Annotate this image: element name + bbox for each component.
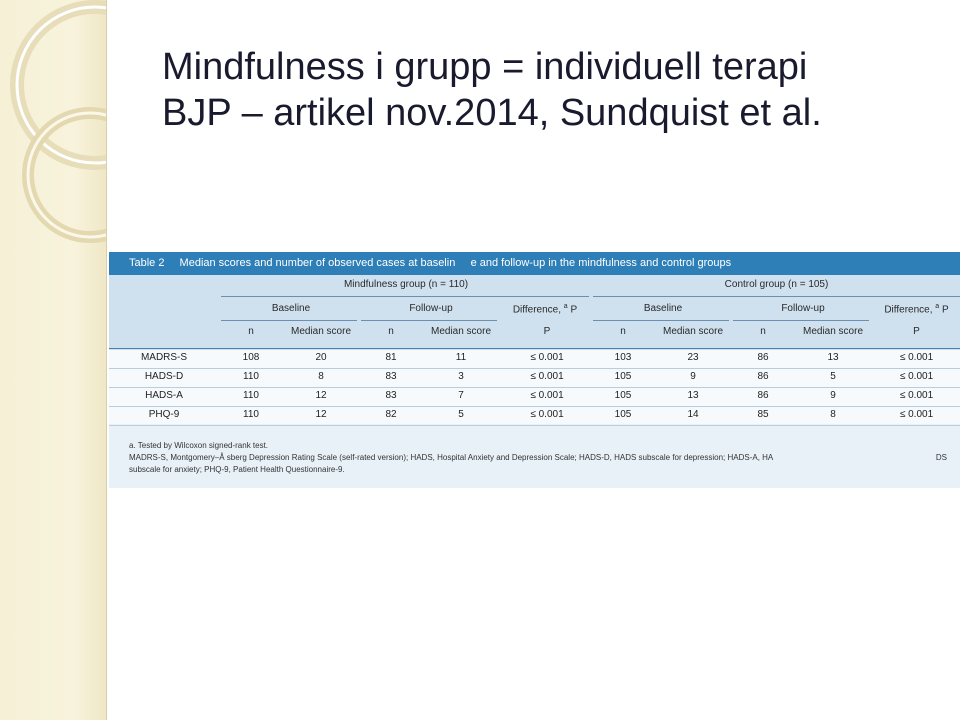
- cell-c-p: ≤ 0.001: [899, 371, 934, 382]
- slide-title-line1: Mindfulness i grupp = individuell terapi: [162, 46, 808, 88]
- sub-difference-m: [501, 303, 589, 315]
- decorative-circles-icon: [0, 0, 106, 720]
- cell-m-baseline-n: 110: [243, 371, 259, 382]
- cell-c-p: ≤ 0.001: [899, 390, 934, 401]
- sub-difference-m-p: P: [570, 304, 578, 316]
- cell-m-followup-n: 83: [385, 390, 397, 401]
- footnote-ds: DS: [935, 453, 947, 462]
- cell-c-baseline-n: 103: [614, 352, 632, 363]
- cell-m-p: ≤ 0.001: [530, 352, 564, 363]
- table-row: [109, 350, 960, 369]
- sub-baseline-c: Baseline: [643, 303, 683, 314]
- col-median-fc: Median score: [802, 326, 864, 337]
- row-divider: [109, 425, 960, 426]
- sub-difference-m-sup: a: [563, 303, 568, 310]
- row-label: MADRS-S: [140, 352, 188, 363]
- table-row: [109, 407, 960, 426]
- results-table: [109, 252, 960, 488]
- footnote-a: a. Tested by Wilcoxon signed-rank test.: [129, 441, 269, 450]
- cell-m-followup-n: 83: [385, 371, 397, 382]
- table-row: [109, 388, 960, 407]
- col-p-m: P: [543, 326, 551, 337]
- cell-c-p: ≤ 0.001: [899, 352, 934, 363]
- sub-rule-followup-m: [361, 320, 497, 321]
- cell-m-followup-n: 82: [385, 409, 397, 420]
- cell-m-baseline-n: 108: [242, 352, 260, 363]
- cell-c-followup-median: 9: [830, 390, 836, 401]
- sub-difference-c-sup: a: [935, 303, 940, 310]
- header-bottom-rule: [109, 348, 960, 349]
- col-median-bm: Median score: [290, 326, 352, 337]
- col-n-bm: n: [248, 326, 254, 337]
- col-n-fm: n: [388, 326, 394, 337]
- cell-m-followup-median: 11: [455, 352, 467, 363]
- cell-m-baseline-n: 110: [243, 409, 259, 420]
- sub-followup-c: Follow-up: [781, 303, 825, 314]
- table-body: [109, 350, 960, 424]
- group-rule-control: [593, 296, 960, 297]
- cell-c-baseline-median: 14: [687, 409, 699, 420]
- cell-m-baseline-n: 110: [243, 390, 259, 401]
- cell-m-p: ≤ 0.001: [530, 409, 564, 420]
- cell-m-baseline-median: 8: [318, 371, 324, 382]
- sub-difference-c-p: P: [941, 304, 949, 316]
- cell-c-followup-median: 8: [830, 409, 836, 420]
- sub-rule-followup-c: [733, 320, 869, 321]
- cell-c-baseline-median: 9: [690, 371, 696, 382]
- footnote-abbrev-1: MADRS-S, Montgomery–Å sberg Depression Rating Scale (self-rated version); HADS, Hospital Anxiety and Depression Scale; HADS-D, HADS subscale for depression; HADS-A, HA: [129, 453, 774, 462]
- sub-difference-m-text: Difference,: [512, 304, 562, 316]
- cell-c-followup-n: 86: [757, 371, 769, 382]
- cell-c-followup-median: 5: [830, 371, 836, 382]
- sub-rule-baseline-c: [593, 320, 729, 321]
- sub-rule-baseline-m: [221, 320, 357, 321]
- cell-m-followup-median: 5: [458, 409, 464, 420]
- sub-followup-m: Follow-up: [409, 303, 453, 314]
- cell-c-followup-median: 13: [827, 352, 839, 363]
- sub-baseline-m: Baseline: [271, 303, 311, 314]
- cell-m-followup-n: 81: [385, 352, 397, 363]
- cell-m-baseline-median: 12: [315, 390, 327, 401]
- col-n-fc: n: [760, 326, 766, 337]
- col-n-bc: n: [620, 326, 626, 337]
- sub-difference-c-text: Difference,: [884, 304, 933, 316]
- cell-c-baseline-median: 23: [687, 352, 699, 363]
- cell-m-p: ≤ 0.001: [530, 371, 564, 382]
- cell-c-followup-n: 86: [757, 352, 769, 363]
- row-label: HADS-D: [144, 371, 184, 382]
- table-header: [109, 275, 960, 350]
- col-median-fm: Median score: [430, 326, 492, 337]
- cell-m-p: ≤ 0.001: [530, 390, 564, 401]
- table-caption-text: Median scores and number of observed cases at baselin e and follow-up in the mindfulness and control groups: [179, 257, 732, 269]
- cell-c-baseline-median: 13: [687, 390, 699, 401]
- cell-c-followup-n: 85: [757, 409, 769, 420]
- cell-m-followup-median: 3: [458, 371, 464, 382]
- slide-title-line2: BJP – artikel nov.2014, Sundquist et al.: [162, 92, 822, 134]
- cell-c-baseline-n: 105: [614, 390, 632, 401]
- col-median-bc: Median score: [662, 326, 724, 337]
- cell-c-p: ≤ 0.001: [899, 409, 934, 420]
- cell-c-baseline-n: 105: [614, 371, 632, 382]
- cell-m-baseline-median: 12: [315, 409, 327, 420]
- cell-m-followup-median: 7: [458, 390, 464, 401]
- cell-c-followup-n: 86: [757, 390, 769, 401]
- decorative-side-strip: [0, 0, 107, 720]
- group-control-header: Control group (n = 105): [724, 279, 829, 290]
- group-rule-mindfulness: [221, 296, 589, 297]
- slide-title: [162, 44, 942, 136]
- sub-difference-c: [873, 303, 960, 315]
- table-footnotes: [129, 440, 949, 476]
- cell-c-baseline-n: 105: [614, 409, 632, 420]
- row-label: HADS-A: [145, 390, 183, 401]
- footnote-abbrev-2: subscale for anxiety; PHQ-9, Patient Health Questionnaire-9.: [129, 465, 345, 474]
- cell-m-baseline-median: 20: [315, 352, 327, 363]
- table-caption: [109, 252, 960, 275]
- table-row: [109, 369, 960, 388]
- group-mindfulness-header: Mindfulness group (n = 110): [343, 279, 469, 290]
- col-p-c: P: [913, 326, 920, 337]
- row-label: PHQ-9: [148, 409, 180, 420]
- table-caption-label: Table 2: [129, 257, 165, 269]
